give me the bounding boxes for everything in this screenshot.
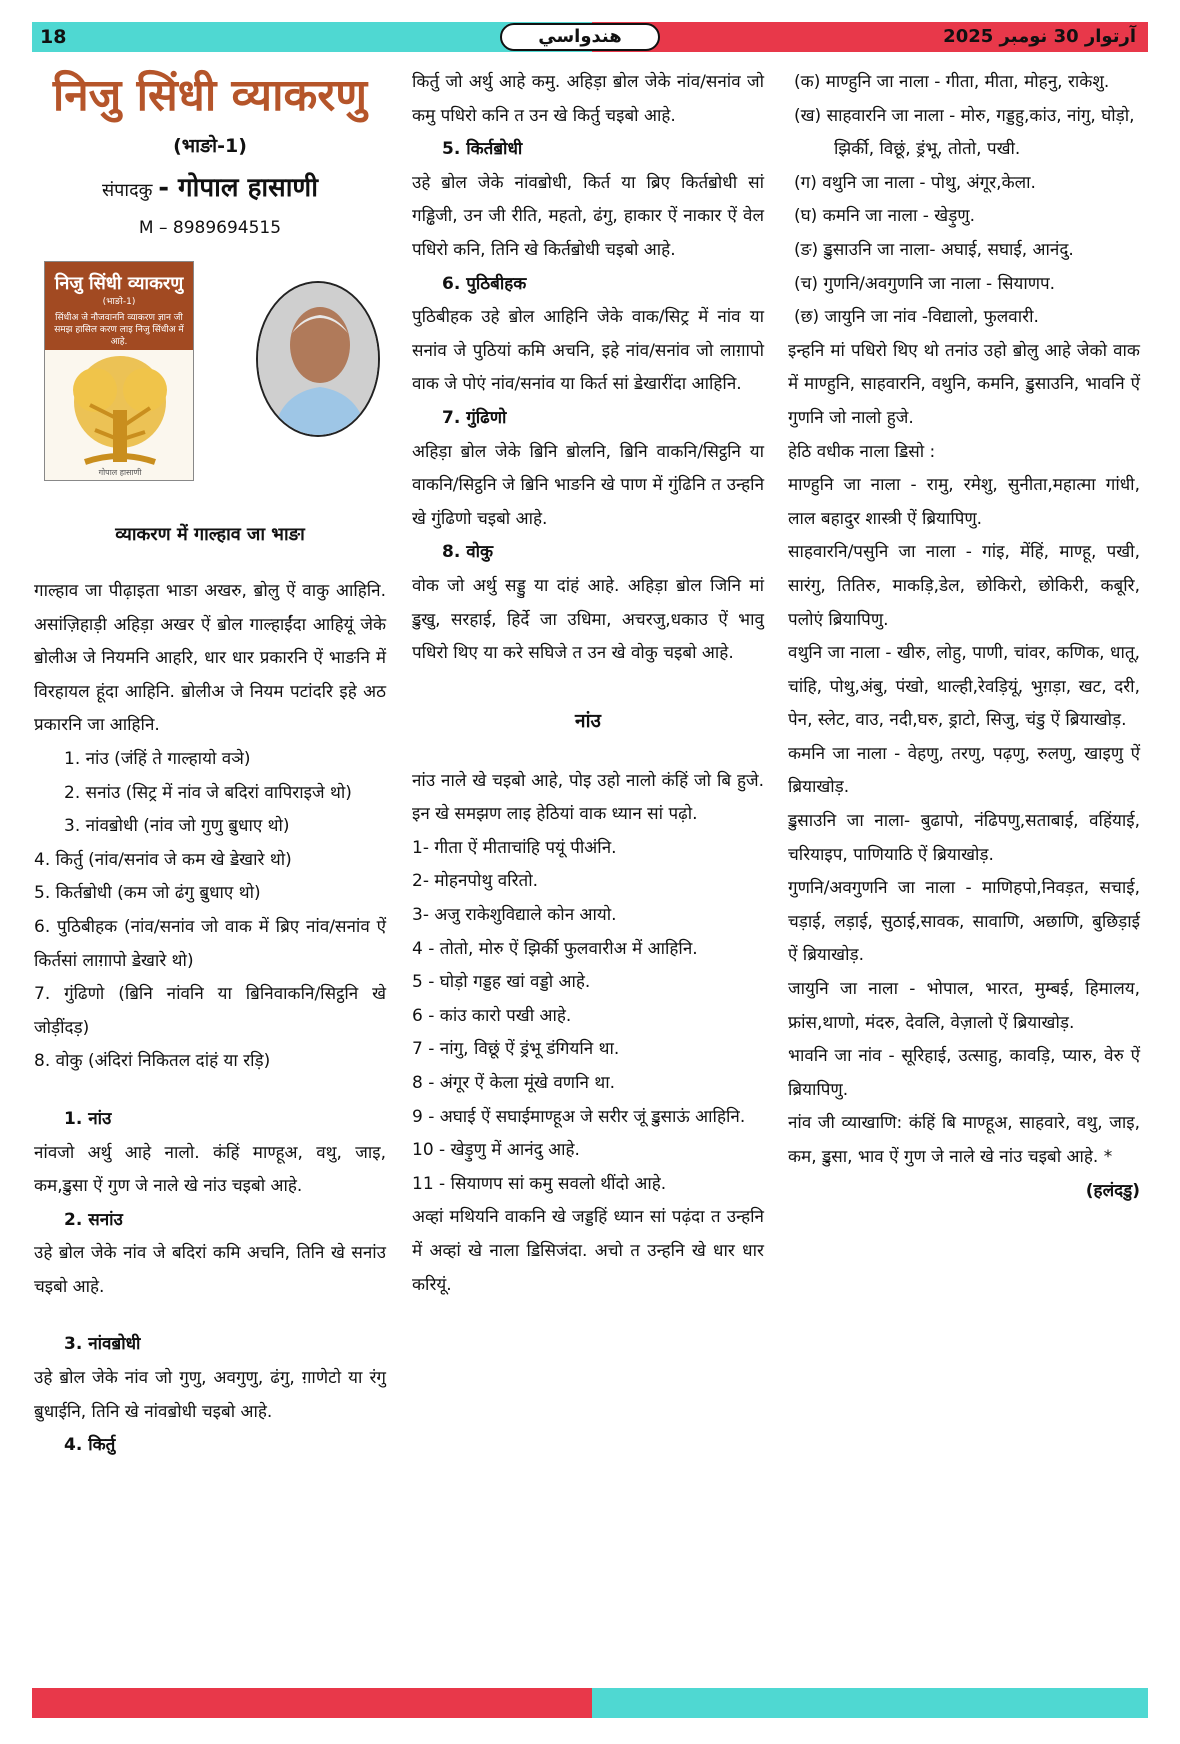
example-sentence: 4 - तोतो, मोरु ऐं झिर्की फुलवारीअ में आहिनि. xyxy=(412,938,698,959)
interjection-paragraph: वोक जो अर्थु सड्डु या दांहं आहे. अहिड़ा ॿोल जिनि मां ॾुखु, सरहाई, हिर्दे जा उधिमा, अचरजु,धकाउ ऐं भावु पधिरो थिए या करे सघिजे त उन खे वोकु चइबो आहे. xyxy=(412,575,764,664)
noun-intro-paragraph: नांउ नाले खे चइबो आहे, पोइ उहो नालो कंहिं जो बि हुजे. इन खे समझण लाइ हेठियां वाक ध्यान सां पढ़ो. xyxy=(412,770,764,825)
category-item: (ङ) ॾुसाउनि जा नाला- अघाई, सघाई, आनंदु. xyxy=(794,239,1074,260)
intro-paragraph: गाल्हाव जा पीढ़ाइता भाङा अखरु, ॿोलु ऐं वाकु आहिनि. असांज़िहाड़ी अहिड़ा अखर ऐं ॿोल गाल्हाईंदा आहियूं जेके ॿोलीअ जे नियमनि आहरि, धार धार प्रकारनि ऐं भाङनि में विरहायल हूंदा आहिनि. ॿोलीअ जे नियम पटांदरि इहे अठ प्रकारनि जा आहिनि. xyxy=(34,581,386,736)
more-names-item: गुणनि/अवगुणनि जा नाला - माणिहपो,निवड़त, सचाई, चड़ाई, लड़ाई, सुठाई,सावक, सावाणि, अछाणि, बुछिड़ाई ऐं ब्रियाखोड़. xyxy=(788,878,1140,966)
book-cover-title: निजु सिंधी व्याकरणु xyxy=(54,273,184,294)
subheading-interjection: 8. वोकु xyxy=(442,542,494,563)
editor-line xyxy=(34,166,386,213)
adjective-paragraph: उहे ॿोल जेके नांव जो गुणु, अवगुणु, ढंगु, ग़ाणेटो या रंगु ॿुधाईनि, तिनि खे नांवॿोधी चइबो आहे. xyxy=(34,1368,386,1422)
postposition-paragraph: पुठिबीहक उहे ॿोल आहिनि जेके वाक/सिट्र में नांव या सनांव जे पुठियां कमि अचनि, इहे नांव/सनांव जो लाग़ापो वाक जे पोएं नांव/सनांव या किर्त सां ॾेखारींदा आहिनि. xyxy=(412,307,764,395)
masthead-logo: هندواسي xyxy=(500,23,660,51)
noun-paragraph: नांवजो अर्थु आहे नालो. कंहिं माण्हूअ, वथु, जाइ, कम,ॾुसा ऐं गुण जे नाले खे नांउ चइबो आहे. xyxy=(34,1142,386,1197)
more-names-item: माण्हुनि जा नाला - रामु, रमेशु, सुनीता,महात्मा गांधी, लाल बहादुर शास्त्री ऐं ब्रियापिणु. xyxy=(788,475,1140,529)
parts-list-item: 2. सनांउ (सिट्र में नांव जे बदिरां वापिराइजे थो) xyxy=(64,782,352,803)
adverb-paragraph: उहे ॿोल जेके नांवॿोधी, किर्त या ब्रिए किर्तॿोधी सां गड्ढिजी, उन जी रीति, महतो, ढंगु, हाकार ऐं नाकार ऐं वेल पधिरो कनि, तिनि खे किर्तॿोधी चइबो आहे. xyxy=(412,172,764,260)
editor-label: संपादकु xyxy=(102,180,153,201)
example-sentence: 2- मोहनपोथु वरितो. xyxy=(412,871,539,892)
editor-photo xyxy=(256,281,380,437)
example-sentence: 8 - अंगूर ऐं केला मूंखे वणनि था. xyxy=(412,1073,615,1094)
more-names-item: वथुनि जा नाला - खीरु, लोहु, पाणी, चांवर, कणिक, धातू, चांहि, पोथु,अंबु, पंखो, थाल्ही,रेवड़ियूं, भुग़ड़ा, खट, दरी, पेन, स्लेट, वाउ, नदी,घरु, ड्राटो, सिजु, चंडु ऐं ब्रियाखोड़. xyxy=(788,643,1140,731)
summary-paragraph: इन्हनि मां पधिरो थिए थो तनांउ उहो ॿोलु आहे जेको वाक में माण्हुनि, साहवारनि, वथुनि, कमनि, ॾुसाउनि, भावनि ऐं गुणनि जो नालो हुजे. xyxy=(788,340,1140,428)
category-item: (ख) साहवारनि जा नाला - मोरु, गड्डहु,कांउ, नांगु, घोड़ो, झिर्की, विछूं, ड्रंभू, तोतो, पखी. xyxy=(794,105,1135,160)
footer-bar xyxy=(32,1688,1148,1718)
more-names-heading: हेठि वधीक नाला ॾिसो : xyxy=(788,441,936,462)
parts-list-item: 3. नांवॿोधी (नांव जो गुणु ॿुधाए थो) xyxy=(64,816,290,837)
portrait-image xyxy=(258,283,380,437)
example-sentence: 3- अजु राकेशुविद्याले कोन आयो. xyxy=(412,905,617,926)
subheading-adjective: 3. नांवॿोधी xyxy=(64,1334,141,1355)
subheading-pronoun: 2. सनांउ xyxy=(64,1209,123,1230)
example-sentence: 7 - नांगु, विछूं ऐं ड्रंभू डंगियनि था. xyxy=(412,1039,620,1060)
example-sentence: 10 - खेड़ुणु में आनंदु आहे. xyxy=(412,1140,580,1161)
pronoun-paragraph: उहे ॿोल जेके नांव जे बदिरां कमि अचनि, तिनि खे सनांउ चइबो आहे. xyxy=(34,1243,386,1297)
column-1 xyxy=(34,66,386,1463)
book-tree-illustration xyxy=(45,350,194,480)
noun-section-heading: नांउ xyxy=(575,709,601,732)
book-cover-author: गोपाल हासाणी xyxy=(98,468,142,477)
parts-list-item: 5. किर्तॿोधी (कम जो ढंगु ॿुधाए थो) xyxy=(34,883,261,904)
section-heading: व्याकरण में गाल्हाव जा भाङा xyxy=(115,524,305,545)
continued-note: (हलंदडु) xyxy=(1085,1180,1140,1201)
more-names-item: कमनि जा नाला - वेहणु, तरणु, पढ़णु, रुलणु, खाइणु ऐं ब्रियाखोड़. xyxy=(788,743,1140,798)
footer-bar-red xyxy=(32,1688,592,1718)
book-cover-image xyxy=(44,261,194,481)
column-2 xyxy=(412,66,764,1302)
book-cover-part: (भाङो-1) xyxy=(102,297,136,307)
article-part: (भाङो-1) xyxy=(173,135,247,157)
footer-bar-cyan xyxy=(592,1688,1148,1718)
parts-list-item: 4. किर्तु (नांव/सनांव जे कम खे ॾेखारे थो) xyxy=(34,849,292,870)
dateline: آرتوار 30 نومبر 2025 xyxy=(943,26,1136,47)
editor-name: - गोपाल हासाणी xyxy=(158,173,318,203)
subheading-noun: 1. नांउ xyxy=(64,1108,112,1129)
example-sentence: 1- गीता ऐं मीताचांहि पयूं पीअंनि. xyxy=(412,837,617,858)
example-sentence: 5 - घोड़ो गड्डह खां वड्डो आहे. xyxy=(412,972,591,993)
definition-paragraph: नांव जी व्याखाणि: कंहिं बि माण्हूअ, साहवारे, वथु, जाइ, कम, ॾुसा, भाव ऐं गुण जे नाले खे नांउ चइबो आहे. * xyxy=(788,1113,1140,1167)
column-3 xyxy=(788,66,1140,1208)
more-names-item: जायुनि जा नाला - भोपाल, भारत, मुम्बई, हिमालय, फ्रांस,थाणो, मंदरु, देवलि, वेज़ालो ऐं ब्रियाखोड़. xyxy=(788,979,1140,1033)
subheading-adverb: 5. किर्तॿोधी xyxy=(442,139,523,160)
subheading-verb: 4. किर्तु xyxy=(64,1435,116,1456)
parts-list-item: 1. नांउ (जंहिं ते गाल्हायो वञे) xyxy=(64,748,251,769)
page-number: 18 xyxy=(40,26,67,48)
parts-list-item: 8. वोकु (अंदिरां निकितल दांहं या रड़ि) xyxy=(34,1051,271,1072)
category-item: (च) गुणनि/अवगुणनि जा नाला - सियाणप. xyxy=(794,273,1056,294)
images-row xyxy=(34,251,386,501)
example-sentence: 6 - कांउ कारो पखी आहे. xyxy=(412,1005,572,1026)
more-names-item: ॾुसाउनि जा नाला- बुढापो, नंढिपणु,सताबाई, वहिंयाई, चरियाइप, पाणियाठि ऐं ब्रियाखोड़. xyxy=(788,811,1140,865)
example-sentence: 9 - अघाई ऐं सघाईमाण्हूअ जे सरीर जूं ॾुसाऊं आहिनि. xyxy=(412,1106,746,1127)
conjunction-paragraph: अहिड़ा ॿोल जेके ॿिनि ॿोलनि, ॿिनि वाकनि/सिट्ठनि या वाकनि/सिट्ठनि जे ॿिनि भाङनि खे पाण में गुंढिनि त उन्हनि खे गुंढिणो चइबो आहे. xyxy=(412,441,764,529)
subheading-postposition: 6. पुठिबीहक xyxy=(442,273,527,294)
closing-paragraph: अव्हां मथियनि वाकनि खे जड्डहिं ध्यान सां पढ़ंदा त उन्हनि में अव्हां खे नाला ॾिसिजंदा. अचो त उन्हनि खे धार धार करियूं. xyxy=(412,1207,764,1295)
more-names-item: भावनि जा नांव - सूरिहाई, उत्साहु, कावड़ि, प्यारु, वेरु ऐं ब्रियापिणु. xyxy=(788,1046,1140,1100)
parts-list-item: 6. पुठिबीहक (नांव/सनांव जो वाक में ब्रिए नांव/सनांव ऐं किर्तसां लाग़ापो ॾेखारे थो) xyxy=(34,916,386,971)
category-item: (क) माण्हुनि जा नाला - गीता, मीता, मोहनु, राकेशु. xyxy=(794,72,1110,92)
editor-mobile: M – 8989694515 xyxy=(138,218,282,238)
book-cover-subtitle: सिंधीअ जे नौजवाननि व्याकरण ज्ञान जी समझ हासिल करण लाइ निजु सिंधीअ में आहे. xyxy=(54,313,184,347)
parts-list-item: 7. गुंढिणो (ॿिनि नांवनि या ॿिनिवाकनि/सिट्ठनि खे जोड़ींदड़) xyxy=(34,984,386,1038)
article-title: निजु सिंधी व्याकरणु xyxy=(52,70,368,121)
verb-paragraph: किर्तु जो अर्थु आहे कमु. अहिड़ा ॿोल जेके नांव/सनांव जो कमु पधिरो कनि त उन खे किर्तु चइबो आहे. xyxy=(412,72,764,126)
category-item: (घ) कमनि जा नाला - खेड़ुणु. xyxy=(794,206,976,227)
category-item: (ग) वथुनि जा नाला - पोथु, अंगूर,केला. xyxy=(794,172,1036,193)
tree-icon xyxy=(45,350,194,480)
example-sentence: 11 - सियाणप सां कमु सवलो थींदो आहे. xyxy=(412,1173,667,1194)
subheading-conjunction: 7. गुंढिणो xyxy=(442,407,507,428)
category-item: (छ) जायुनि जा नांव -विद्यालो, फुलवारी. xyxy=(794,307,1039,328)
more-names-item: साहवारनि/पसुनि जा नाला - गांइ, मेंहिं, माण्हू, पखी, सारंगु, तितिरु, माकड़ि,डेल, छोकिरो, छोकिरी, कबूरि, पलोएं ब्रियापिणु. xyxy=(788,542,1140,630)
